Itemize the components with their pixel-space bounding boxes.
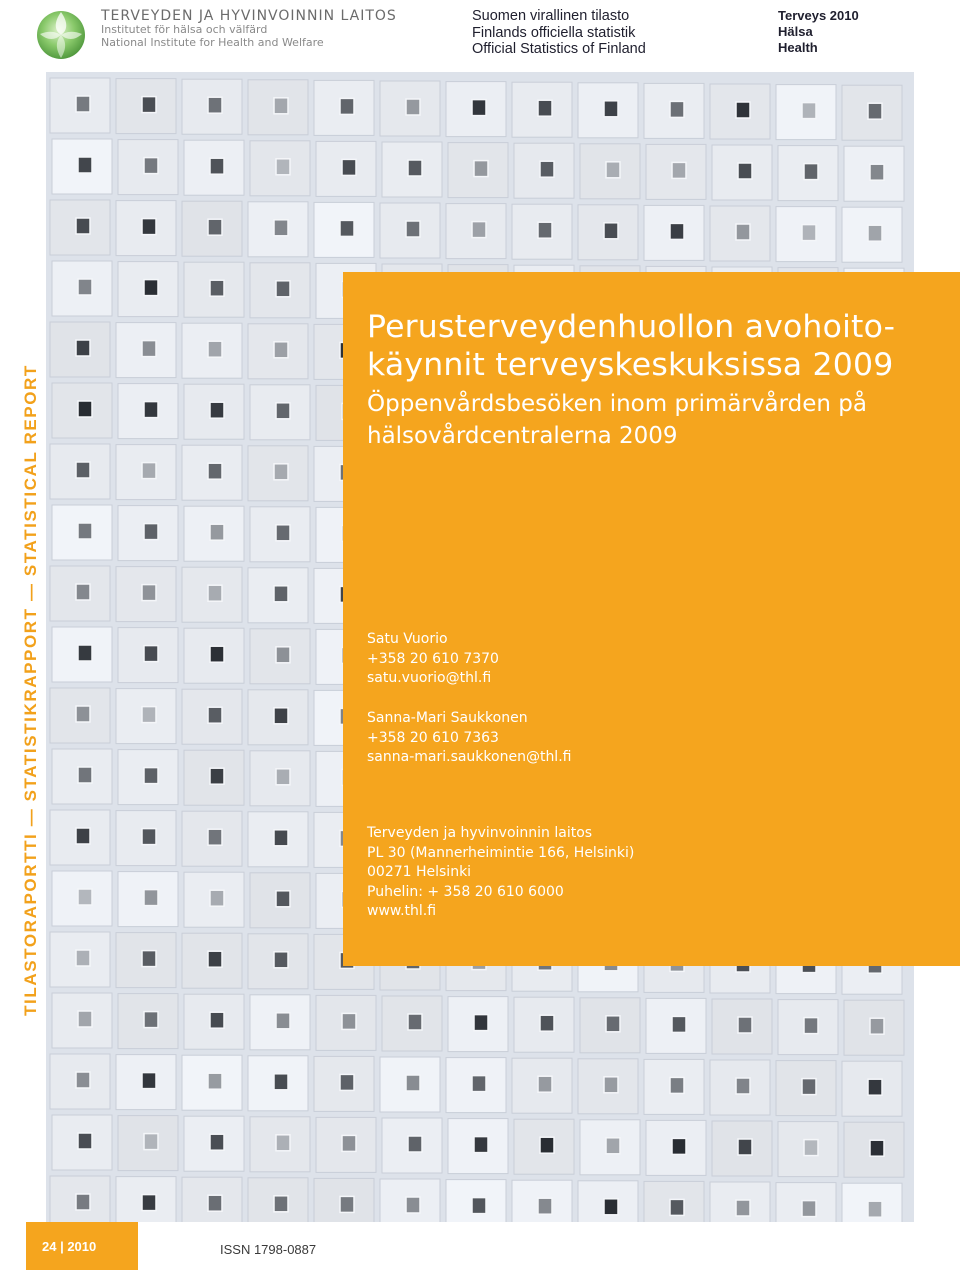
- official-statistics-finnish: Suomen virallinen tilasto: [472, 8, 630, 24]
- contact-name: Satu Vuorio: [367, 631, 448, 647]
- issn-label: ISSN 1798-0887: [220, 1242, 317, 1257]
- contact-card: [367, 709, 571, 768]
- topic-block: [778, 8, 859, 56]
- contact-phone: +358 20 610 7370: [367, 650, 499, 667]
- report-type-label: TILASTORAPORTTI — STATISTIKRAPPORT — STATISTICAL REPORT: [21, 364, 40, 1016]
- institute-name-swedish: Institutet för hälsa och välfärd: [101, 23, 268, 36]
- institute-name: TERVEYDEN JA HYVINVOINNIN LAITOS: [101, 8, 397, 24]
- title-panel: [343, 272, 960, 966]
- publisher-street: PL 30 (Mannerheimintie 166, Helsinki): [367, 844, 635, 861]
- side-bar: [0, 72, 46, 1222]
- topic-finnish: Terveys 2010: [778, 8, 859, 23]
- issue-number-badge: 24 | 2010: [26, 1222, 138, 1270]
- publisher-address: [367, 824, 634, 922]
- official-statistics: [472, 8, 646, 58]
- publisher-website[interactable]: www.thl.fi: [367, 903, 437, 919]
- institute-name-english: National Institute for Health and Welfare: [101, 35, 324, 49]
- official-statistics-swedish: Finlands officiella statistik: [472, 24, 636, 41]
- official-statistics-english: Official Statistics of Finland: [472, 41, 646, 57]
- publisher-name: Terveyden ja hyvinvoinnin laitos: [367, 825, 593, 841]
- contact-email[interactable]: satu.vuorio@thl.fi: [367, 670, 492, 686]
- publisher-phone: Puhelin: + 358 20 610 6000: [367, 883, 564, 900]
- contact-phone: +358 20 610 7363: [367, 729, 499, 746]
- page-header: [0, 0, 960, 72]
- page-footer: [0, 1222, 960, 1270]
- report-title: Perusterveydenhuollon avohoito-käynnit terveyskeskuksissa 2009: [367, 309, 896, 383]
- contact-name: Sanna-Mari Saukkonen: [367, 710, 528, 726]
- topic-swedish: Hälsa: [778, 24, 813, 39]
- topic-english: Health: [778, 40, 818, 55]
- report-subtitle: Öppenvårdsbesöken inom primärvården på hälsovårdcentralerna 2009: [367, 391, 867, 449]
- institute-block: [101, 8, 397, 49]
- contact-card: [367, 630, 499, 689]
- contact-email[interactable]: sanna-mari.saukkonen@thl.fi: [367, 749, 572, 765]
- thl-logo-icon: [28, 4, 94, 66]
- publisher-city: 00271 Helsinki: [367, 864, 472, 880]
